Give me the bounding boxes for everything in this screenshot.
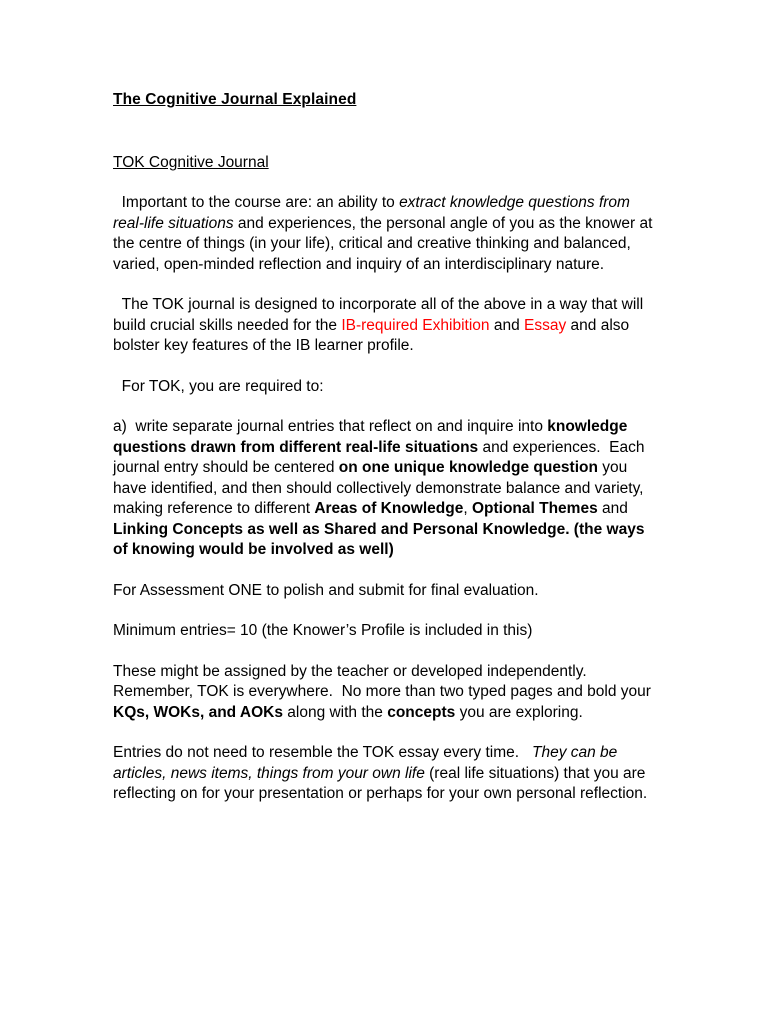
- paragraph-assignment-notes: [113, 662, 659, 724]
- document-body: [113, 90, 659, 805]
- spacer: [113, 357, 659, 377]
- document-subtitle: TOK Cognitive Journal: [113, 153, 269, 171]
- text-run: and also bolster key features of the IB learner profile.: [113, 316, 634, 354]
- text-run: and: [489, 316, 525, 334]
- text-run-bold-optional-themes: Optional Themes: [471, 500, 598, 517]
- text-run-italic: extract knowledge questions from real-life situations: [113, 194, 635, 232]
- text-run: and: [597, 500, 633, 517]
- text-run-bold-concepts: concepts: [387, 703, 456, 721]
- text-run-bold-aok: Areas of Knowledge: [314, 500, 464, 517]
- spacer: [113, 642, 659, 662]
- paragraph-item-a: [113, 417, 659, 561]
- paragraph-entry-formats: [113, 743, 659, 805]
- text-run: along with the: [282, 703, 388, 721]
- text-run-bold-one-kq: on one unique knowledge question: [338, 459, 598, 476]
- spacer: [113, 275, 659, 295]
- text-run: Minimum entries= 10 (the Knower’s Profile is included in this): [113, 622, 533, 639]
- spacer: [113, 397, 659, 417]
- text-run: These might be assigned by the teacher or developed independently. Remember, TOK is everywhere. No more than two typed pages and bold your: [113, 662, 656, 700]
- text-run-highlight-exhibition: IB-required Exhibition: [341, 316, 490, 334]
- spacer-after-subtitle: [113, 173, 659, 193]
- text-run-highlight-essay: Essay: [524, 316, 567, 334]
- text-run-italic-formats: They can be articles, news items, things from your own life: [113, 744, 622, 782]
- text-run: a) write separate journal entries that reflect on and inquire into: [113, 418, 548, 435]
- text-run: you are exploring.: [455, 703, 583, 721]
- text-run-bold-linking-concepts: Linking Concepts as well as Shared and Personal Knowledge. (the ways of knowing would be involved as well): [113, 520, 649, 558]
- text-run: and experiences. Each journal entry should be centered: [113, 438, 649, 476]
- text-run: For Assessment ONE to polish and submit for final evaluation.: [113, 581, 539, 599]
- paragraph-requirements-lead: [113, 377, 659, 398]
- paragraph-minimum-entries: [113, 621, 659, 642]
- text-run: Entries do not need to resemble the TOK essay every time.: [113, 744, 532, 761]
- text-run: and experiences, the personal angle of you as the knower at the centre of things (in your life), critical and creative thinking and balanced, varied, open-minded reflection and inquiry of an interdisciplinary nature.: [113, 214, 657, 273]
- spacer: [113, 561, 659, 581]
- text-run-bold-kqs-woks-aoks: KQs, WOKs, and AOKs: [113, 703, 283, 721]
- page-title: The Cognitive Journal Explained: [113, 91, 357, 108]
- spacer-after-title: [113, 111, 659, 153]
- text-run: (real life situations) that you are reflecting on for your presentation or perhaps for your own personal reflection.: [113, 764, 650, 802]
- paragraph-assessment-one: [113, 581, 659, 602]
- text-run: ,: [463, 500, 472, 517]
- paragraph-importance: [113, 193, 659, 275]
- text-run: you have identified, and then should collectively demonstrate balance and variety, making reference to different: [113, 459, 648, 517]
- spacer: [113, 601, 659, 621]
- text-run: Important to the course are: an ability to: [113, 194, 400, 211]
- paragraph-journal-design: [113, 295, 659, 357]
- text-run: For TOK, you are required to:: [113, 377, 324, 395]
- text-run-bold-kq-situations: knowledge questions drawn from different real-life situations: [113, 418, 632, 456]
- spacer: [113, 723, 659, 743]
- text-run: The TOK journal is designed to incorporate all of the above in a way that will build crucial skills needed for the: [113, 296, 648, 334]
